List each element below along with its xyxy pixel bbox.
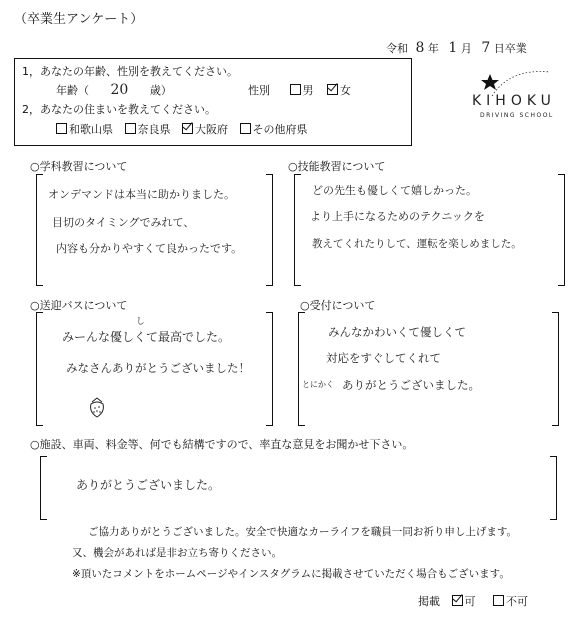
day-unit: 日卒業 <box>493 42 527 55</box>
academic-comment-line: 内容も分かりやすくて良かったです。 <box>56 242 243 255</box>
gender-option-male[interactable]: 男 <box>290 84 314 97</box>
reception-bracket-left <box>298 312 305 426</box>
logo-subtitle: DRIVING SCHOOL <box>480 112 554 119</box>
technical-bracket-right <box>558 174 565 286</box>
checkbox-publish-allowed-checked[interactable] <box>452 595 463 606</box>
checkbox-other-prefecture[interactable] <box>240 123 251 134</box>
section-academic-title: ○学科教習について <box>30 160 128 173</box>
shuttle-inserted-char: し <box>136 317 146 327</box>
technical-comment-line: 教えてくれたりして、運転を楽しめました。 <box>312 238 522 250</box>
checkbox-publish-denied[interactable] <box>493 595 504 606</box>
technical-comment-line: どの先生も優しくて嬉しかった。 <box>312 184 477 197</box>
academic-comment-line: オンデマンドは本当に助かりました。 <box>48 188 235 201</box>
strawberry-doodle-icon <box>88 396 106 422</box>
other-bracket-left <box>40 456 47 520</box>
section-shuttle-title: ○送迎バスについて <box>30 299 128 312</box>
other-comment-line: ありがとうございました。 <box>76 478 221 492</box>
academic-bracket-left <box>36 174 43 286</box>
checkbox-male[interactable] <box>290 84 301 95</box>
graduation-date <box>386 40 527 56</box>
section-reception-title: ○受付について <box>300 299 376 312</box>
year-unit: 年 <box>427 42 439 55</box>
technical-bracket-left <box>294 174 301 286</box>
month-unit: 月 <box>460 42 472 55</box>
section-other-title: ○施設、車両、料金等、何でも結構ですので、率直な意見をお聞かせ下さい。 <box>30 438 414 451</box>
logo-name: KIHOKU <box>472 93 556 109</box>
residence-option-other[interactable]: その他府県 <box>240 123 308 136</box>
publish-label: 掲載 <box>418 595 440 608</box>
shuttle-comment-line: みーんな優しくて最高でした。 <box>62 330 231 344</box>
academic-bracket-right <box>266 174 273 286</box>
publish-option-allowed[interactable]: 可 <box>452 595 476 608</box>
graduation-year[interactable]: 8 <box>415 40 425 56</box>
age-value[interactable]: 20 <box>110 82 129 98</box>
footer-visit: 又、機会があれば是非お立ち寄りください。 <box>72 547 282 559</box>
reception-aside: とにかく <box>302 380 334 389</box>
technical-comment-line: より上手になるためのテクニックを <box>310 210 485 223</box>
age-unit: 歳） <box>149 84 172 97</box>
publish-row <box>418 593 528 609</box>
shuttle-comment-line: みなさんありがとうございました！ <box>66 361 250 375</box>
gender-row <box>248 82 351 98</box>
gender-option-female[interactable]: 女 <box>327 84 351 97</box>
reception-comment-line: みんなかわいくて優しくて <box>328 325 466 339</box>
residence-option-nara[interactable]: 奈良県 <box>125 123 171 136</box>
reception-comment-line: ありがとうございました。 <box>342 378 480 392</box>
section-technical-title: ○技能教習について <box>288 160 386 173</box>
academic-comment-line: 目切のタイミングでみれて、 <box>52 216 195 229</box>
age-row <box>56 82 172 98</box>
residence-row <box>56 121 308 137</box>
footer-notice: ※頂いたコメントをホームページやインスタグラムに掲載させていただく場合もございます。 <box>72 568 510 580</box>
footer-thanks: ご協力ありがとうございました。安全で快適なカーライフを職員一同お祈り申し上げます。 <box>88 526 518 538</box>
other-bracket-right <box>550 456 557 520</box>
shuttle-bracket-right <box>266 312 273 426</box>
survey-title: （卒業生アンケート） <box>14 12 144 27</box>
reception-bracket-right <box>552 312 559 426</box>
checkbox-wakayama[interactable] <box>56 123 67 134</box>
publish-option-denied[interactable]: 不可 <box>493 595 528 608</box>
checkbox-female-checked[interactable] <box>327 84 338 95</box>
residence-option-osaka[interactable]: 大阪府 <box>182 123 228 136</box>
checkbox-osaka-checked[interactable] <box>182 123 193 134</box>
reception-comment-line: 対応をすぐしてくれて <box>326 351 441 365</box>
question-residence: 2，あなたの住まいを教えてください。 <box>22 103 216 116</box>
residence-option-wakayama[interactable]: 和歌山県 <box>56 123 113 136</box>
shuttle-bracket-left <box>36 312 43 426</box>
question-age-gender: 1，あなたの年齢、性別を教えてください。 <box>22 65 238 78</box>
kihoku-logo <box>440 60 580 130</box>
graduation-month[interactable]: 1 <box>448 40 458 56</box>
age-label: 年齢（ <box>56 84 89 97</box>
era-label: 令和 <box>386 42 408 55</box>
checkbox-nara[interactable] <box>125 123 136 134</box>
graduation-day[interactable]: 7 <box>481 40 491 56</box>
gender-label: 性別 <box>248 84 270 97</box>
